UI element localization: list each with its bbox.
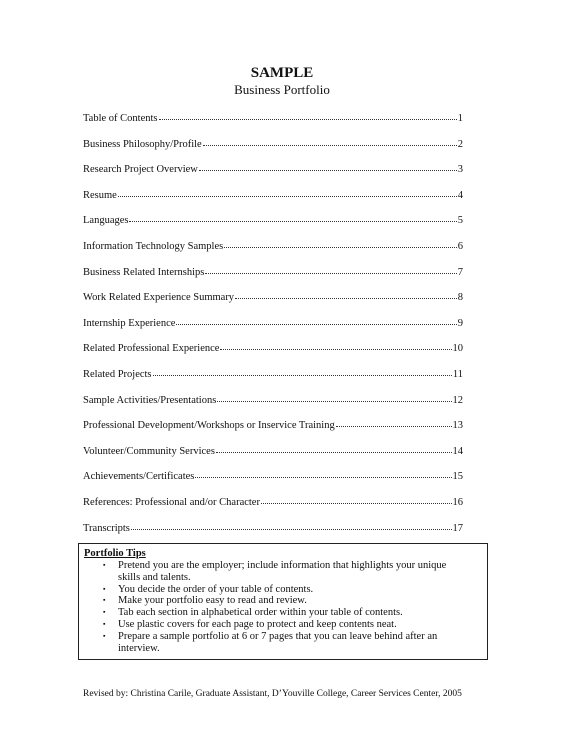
portfolio-tip-text: Make your portfolio easy to read and review. <box>118 595 307 607</box>
toc-entry-label: Sample Activities/Presentations <box>83 394 217 406</box>
toc-entry-page: 2 <box>457 138 463 150</box>
toc-entry-label: Professional Development/Workshops or Inservice Training <box>83 420 335 432</box>
portfolio-tip-item <box>84 560 482 584</box>
toc-entry-label: Business Related Internships <box>83 266 205 278</box>
toc-leader-dots <box>195 467 451 478</box>
portfolio-tips-title: Portfolio Tips <box>84 548 146 559</box>
toc-entry-page: 16 <box>452 496 463 508</box>
portfolio-tip-item <box>84 607 482 619</box>
table-of-contents <box>83 110 463 545</box>
portfolio-tip-text: Tab each section in alphabetical order within your table of contents. <box>118 607 403 619</box>
toc-entry <box>83 366 463 392</box>
toc-entry-page: 17 <box>452 522 463 534</box>
toc-entry <box>83 520 463 546</box>
toc-entry <box>83 417 463 443</box>
toc-entry-label: References: Professional and/or Character <box>83 496 260 508</box>
toc-leader-dots <box>261 493 452 504</box>
revision-footer: Revised by: Christina Carile, Graduate Assistant, D’Youville College, Career Services Center, 2005 <box>83 689 462 699</box>
toc-leader-dots <box>224 237 457 248</box>
toc-entry <box>83 468 463 494</box>
portfolio-tips-list <box>84 560 482 654</box>
toc-leader-dots <box>118 186 457 197</box>
toc-entry-label: Resume <box>83 189 117 201</box>
portfolio-tip-item <box>84 631 482 655</box>
toc-entry <box>83 187 463 213</box>
toc-entry-page: 12 <box>452 394 463 406</box>
square-bullet-icon: ▪ <box>103 619 106 628</box>
toc-entry <box>83 110 463 136</box>
toc-entry-page: 15 <box>452 471 463 483</box>
toc-entry-page: 13 <box>452 420 463 432</box>
toc-entry-page: 7 <box>457 266 463 278</box>
toc-leader-dots <box>220 339 451 350</box>
portfolio-tip-text: Pretend you are the employer; include information that highlights your unique skills and talents. <box>118 560 447 583</box>
portfolio-tip-item <box>84 584 482 596</box>
toc-entry-page: 4 <box>457 189 463 201</box>
portfolio-tips-box <box>78 543 488 660</box>
toc-entry <box>83 136 463 162</box>
toc-leader-dots <box>216 442 452 453</box>
toc-entry-label: Information Technology Samples <box>83 240 224 252</box>
toc-entry-page: 10 <box>452 343 463 355</box>
toc-entry-page: 9 <box>457 317 463 329</box>
toc-leader-dots <box>203 135 457 146</box>
toc-entry-page: 14 <box>452 445 463 457</box>
portfolio-tip-item <box>84 595 482 607</box>
page-subtitle: Business Portfolio <box>234 82 330 97</box>
toc-entry <box>83 494 463 520</box>
toc-entry-page: 1 <box>457 113 463 124</box>
toc-entry-label: Table of Contents <box>83 113 158 124</box>
toc-entry-label: Volunteer/Community Services <box>83 445 215 457</box>
toc-entry-label: Languages <box>83 215 129 227</box>
square-bullet-icon: ▪ <box>103 584 106 593</box>
square-bullet-icon: ▪ <box>103 596 106 605</box>
toc-entry-page: 8 <box>457 292 463 304</box>
toc-leader-dots <box>159 109 457 120</box>
toc-entry <box>83 161 463 187</box>
toc-entry-label: Internship Experience <box>83 317 176 329</box>
portfolio-tip-text: Use plastic covers for each page to protect and keep contents neat. <box>118 618 397 630</box>
toc-entry-label: Business Philosophy/Profile <box>83 138 202 150</box>
toc-entry <box>83 315 463 341</box>
toc-entry <box>83 289 463 315</box>
toc-leader-dots <box>336 416 452 427</box>
toc-entry-label: Work Related Experience Summary <box>83 292 235 304</box>
square-bullet-icon: ▪ <box>103 561 106 569</box>
toc-entry <box>83 392 463 418</box>
portfolio-tip-item <box>84 619 482 631</box>
toc-entry <box>83 212 463 238</box>
toc-leader-dots <box>153 365 452 376</box>
toc-leader-dots <box>131 519 452 530</box>
toc-entry <box>83 443 463 469</box>
toc-entry <box>83 238 463 264</box>
portfolio-tip-text: You decide the order of your table of contents. <box>118 583 314 595</box>
toc-leader-dots <box>176 314 456 325</box>
page-title: SAMPLE <box>250 65 314 81</box>
toc-entry-page: 11 <box>452 368 463 380</box>
toc-entry-label: Transcripts <box>83 522 130 534</box>
square-bullet-icon: ▪ <box>103 631 106 640</box>
toc-entry-label: Achievements/Certificates <box>83 471 195 483</box>
toc-leader-dots <box>199 160 457 171</box>
toc-entry-page: 3 <box>457 164 463 176</box>
toc-entry-page: 6 <box>457 240 463 252</box>
portfolio-tip-text: Prepare a sample portfolio at 6 or 7 pages that you can leave behind after an interview. <box>118 630 438 654</box>
toc-leader-dots <box>217 391 451 402</box>
toc-entry-label: Research Project Overview <box>83 164 198 176</box>
toc-leader-dots <box>205 263 456 274</box>
toc-leader-dots <box>235 288 457 299</box>
toc-entry <box>83 340 463 366</box>
toc-entry-page: 5 <box>457 215 463 227</box>
toc-entry-label: Related Projects <box>83 368 152 380</box>
toc-entry-label: Related Professional Experience <box>83 343 220 355</box>
toc-leader-dots <box>129 211 456 222</box>
toc-entry <box>83 264 463 290</box>
square-bullet-icon: ▪ <box>103 608 106 617</box>
